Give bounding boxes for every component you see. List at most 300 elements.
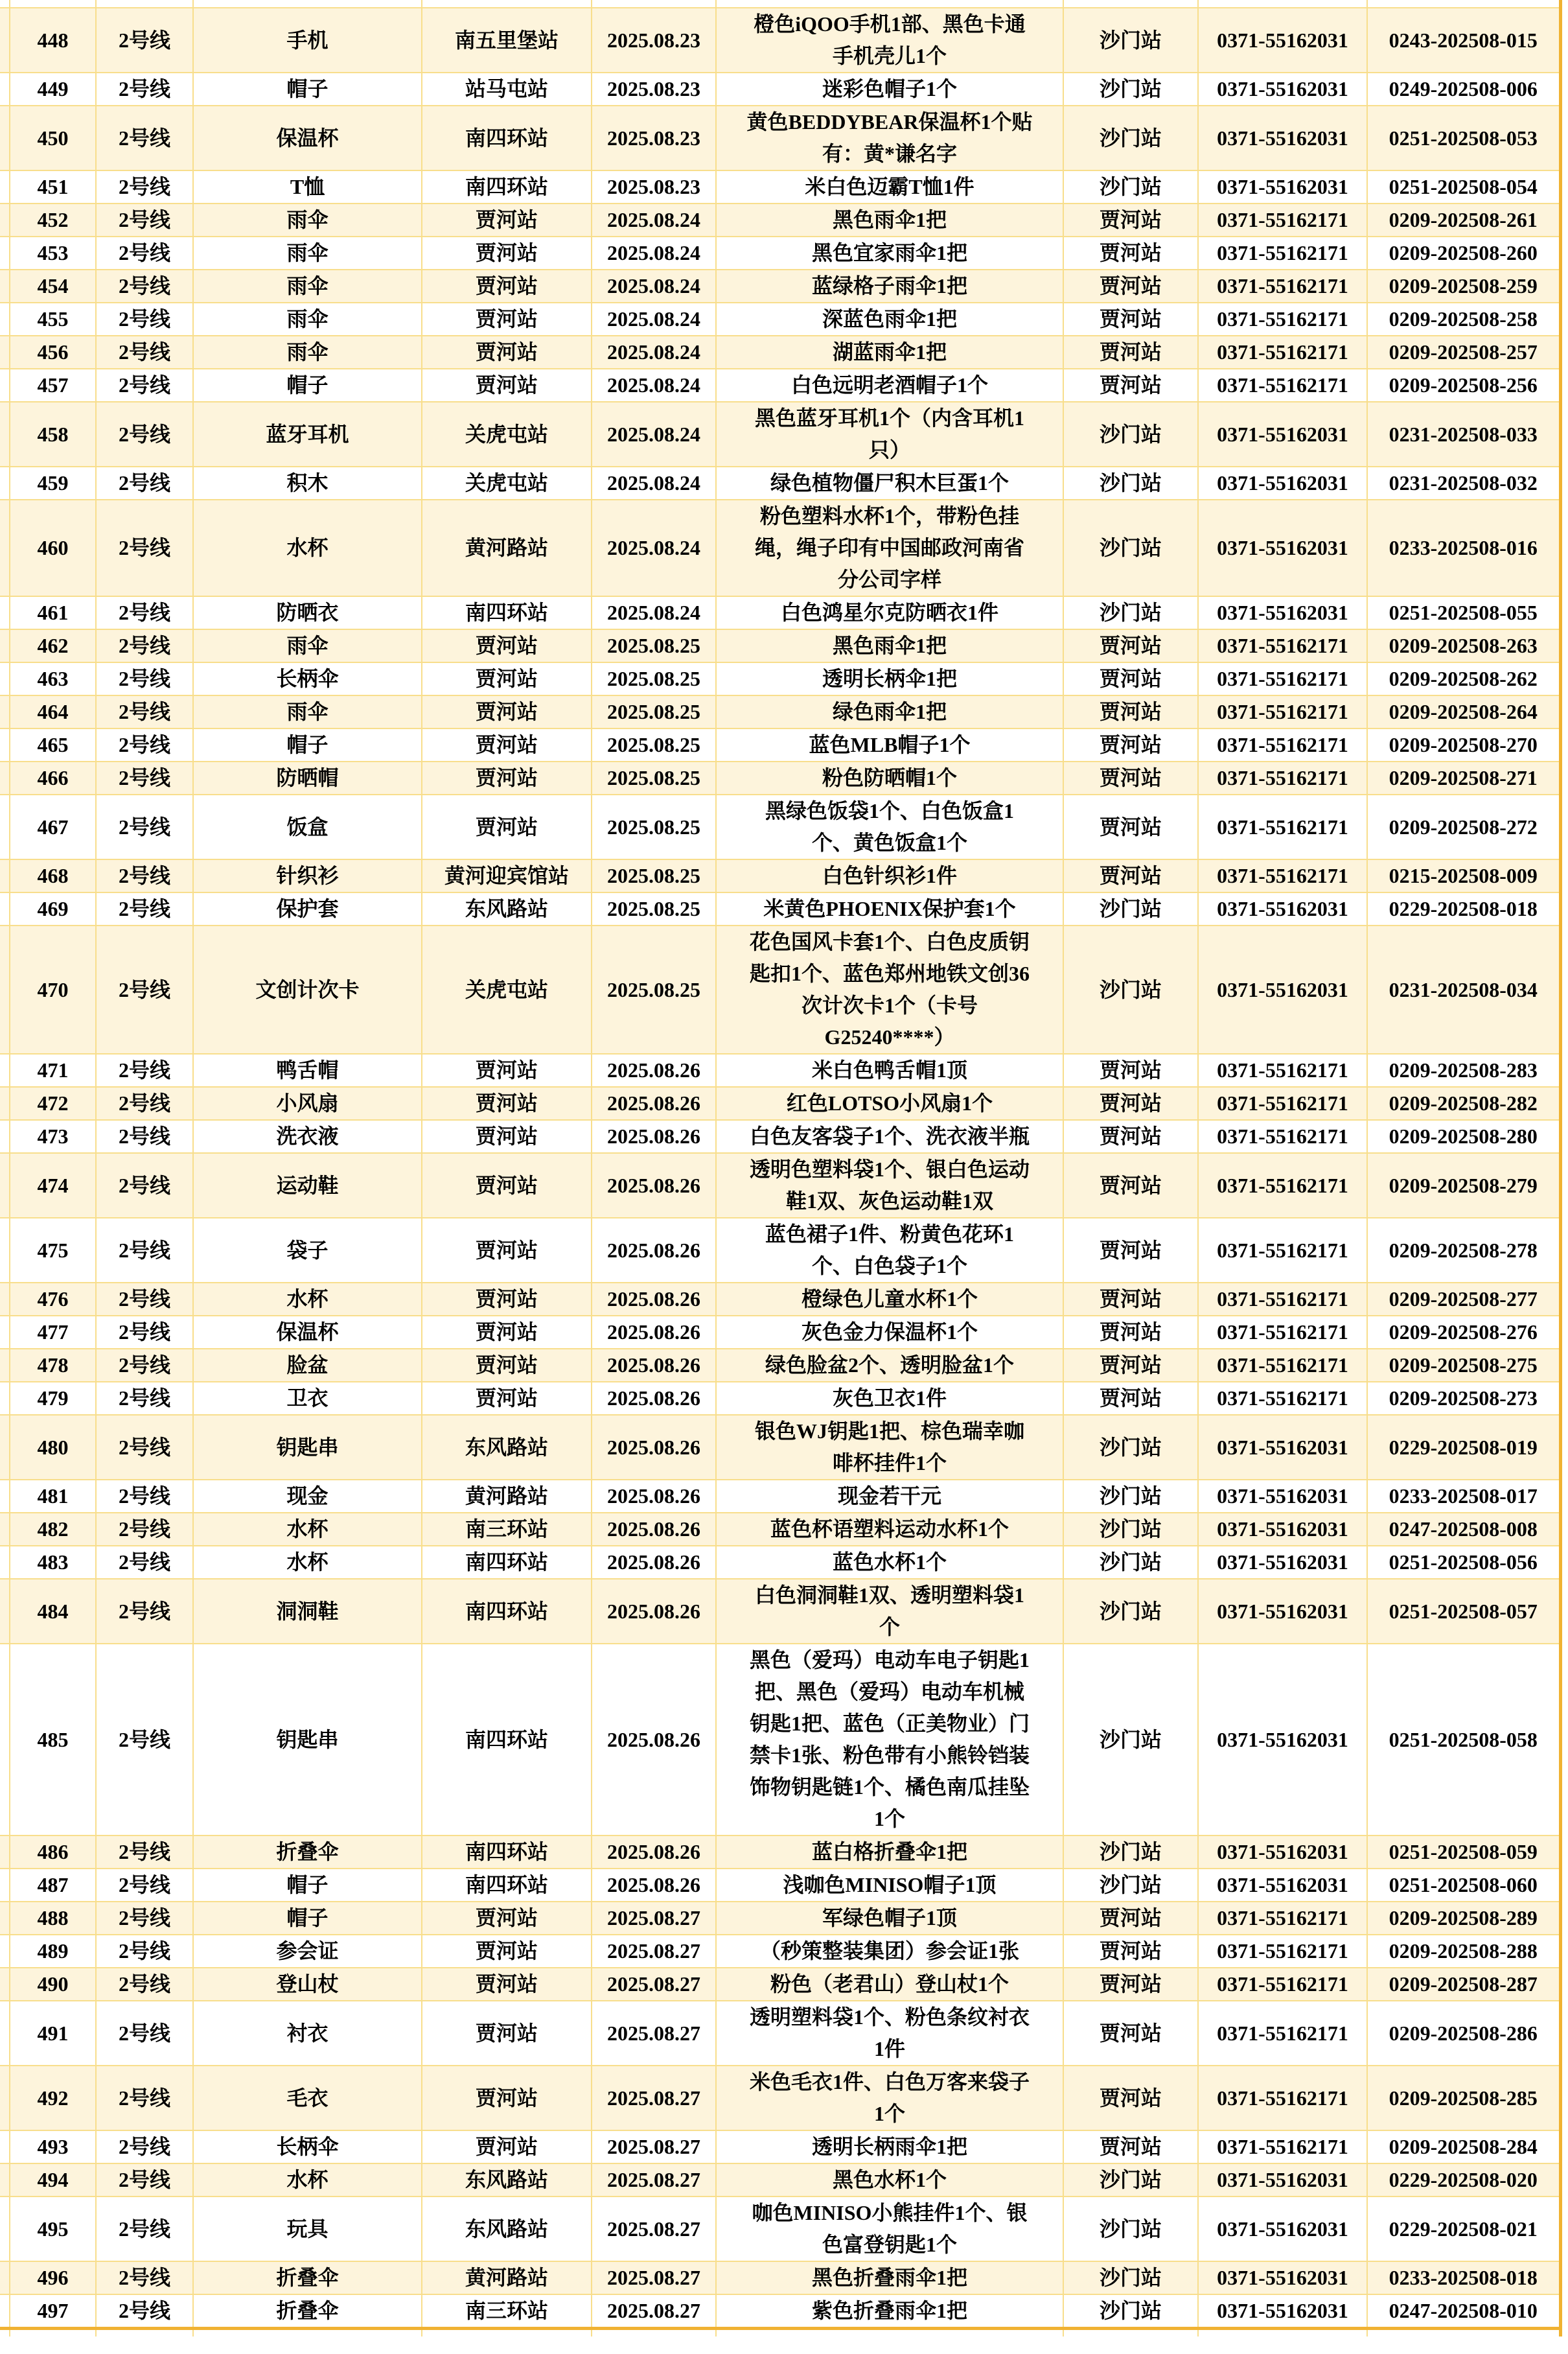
- row-left-stub: [0, 1968, 10, 2001]
- cell-claim: 贾河站: [1063, 1935, 1198, 1968]
- row-left-stub: [0, 2261, 10, 2294]
- table-row: [0, 1579, 1560, 1644]
- row-left-stub: [0, 500, 10, 596]
- cell-code: 0249-202508-006: [1367, 73, 1560, 106]
- cell-no: 474: [10, 1153, 96, 1218]
- cell-phone: 0371-55162171: [1198, 859, 1367, 892]
- cell-item: 保护套: [193, 892, 422, 926]
- cell-station: 南四环站: [422, 1644, 592, 1835]
- cell-line: 2号线: [96, 695, 193, 728]
- cell-phone: 0371-55162031: [1198, 8, 1367, 73]
- cell-station: 贾河站: [422, 695, 592, 728]
- row-left-stub: [0, 728, 10, 762]
- cell-date: 2025.08.26: [592, 1869, 716, 1902]
- cell-line: 2号线: [96, 1054, 193, 1087]
- cell-line: 2号线: [96, 1579, 193, 1644]
- row-left-stub: [0, 2001, 10, 2066]
- cell-no: 495: [10, 2197, 96, 2261]
- cell-desc: 灰色金力保温杯1个: [716, 1316, 1063, 1349]
- cell-station: 南四环站: [422, 1835, 592, 1869]
- cell-station: 贾河站: [422, 1902, 592, 1935]
- cell-date: 2025.08.24: [592, 270, 716, 303]
- cell-item: 帽子: [193, 728, 422, 762]
- cell-no: 481: [10, 1480, 96, 1513]
- cell-date: 2025.08.24: [592, 336, 716, 369]
- cell-code: 0243-202508-015: [1367, 8, 1560, 73]
- cell-phone: 0371-55162171: [1198, 336, 1367, 369]
- cell-station: 贾河站: [422, 1968, 592, 2001]
- table-row: [0, 926, 1560, 1054]
- cell-code: [1367, 2329, 1560, 2337]
- cell-date: 2025.08.25: [592, 892, 716, 926]
- cell-station: 贾河站: [422, 1382, 592, 1415]
- table-row: [0, 369, 1560, 402]
- cell-phone: 0371-55162171: [1198, 662, 1367, 695]
- cell-code: 0231-202508-033: [1367, 402, 1560, 467]
- cell-claim: 贾河站: [1063, 1349, 1198, 1382]
- cell-no: 454: [10, 270, 96, 303]
- cell-line: 2号线: [96, 369, 193, 402]
- cell-item: 钥匙串: [193, 1644, 422, 1835]
- cell-line: 2号线: [96, 1283, 193, 1316]
- cell-item: [193, 2329, 422, 2337]
- row-left-stub: [0, 1869, 10, 1902]
- cell-claim: 沙门站: [1063, 1644, 1198, 1835]
- cell-date: 2025.08.26: [592, 1382, 716, 1415]
- cell-desc: 黑色蓝牙耳机1个（内含耳机1只）: [716, 402, 1063, 467]
- cell-claim: 贾河站: [1063, 1218, 1198, 1283]
- cell-line: 2号线: [96, 402, 193, 467]
- cell-item: 折叠伞: [193, 2294, 422, 2329]
- cell-station: 贾河站: [422, 303, 592, 336]
- cell-phone: 0371-55162031: [1198, 1869, 1367, 1902]
- cell-desc: 绿色雨伞1把: [716, 695, 1063, 728]
- table-row: [0, 1153, 1560, 1218]
- cell-station: 南四环站: [422, 106, 592, 170]
- row-left-stub: [0, 336, 10, 369]
- cell-claim: 贾河站: [1063, 1283, 1198, 1316]
- cell-no: 452: [10, 204, 96, 237]
- cell-phone: 0371-55162171: [1198, 1349, 1367, 1382]
- cell-phone: 0371-55162171: [1198, 695, 1367, 728]
- cell-item: 针织衫: [193, 859, 422, 892]
- cell-desc: 粉色塑料水杯1个，带粉色挂绳，绳子印有中国邮政河南省分公司字样: [716, 500, 1063, 596]
- cell-claim: 沙门站: [1063, 1546, 1198, 1579]
- cell-claim: 沙门站: [1063, 1513, 1198, 1546]
- cell-date: 2025.08.26: [592, 1835, 716, 1869]
- cell-phone: 0371-55162031: [1198, 500, 1367, 596]
- row-left-stub: [0, 1513, 10, 1546]
- cell-code: 0209-202508-256: [1367, 369, 1560, 402]
- cell-date: 2025.08.27: [592, 2261, 716, 2294]
- cell-item: 登山杖: [193, 1968, 422, 2001]
- cell-code: [1367, 0, 1560, 8]
- cell-claim: 沙门站: [1063, 2197, 1198, 2261]
- cell-phone: 0371-55162031: [1198, 1513, 1367, 1546]
- cell-item: 洗衣液: [193, 1120, 422, 1153]
- table-row: [0, 1513, 1560, 1546]
- cell-desc: 蓝色杯语塑料运动水杯1个: [716, 1513, 1063, 1546]
- row-left-stub: [0, 795, 10, 859]
- cell-item: 参会证: [193, 1935, 422, 1968]
- cell-phone: 0371-55162031: [1198, 596, 1367, 629]
- cell-station: 南五里堡站: [422, 8, 592, 73]
- row-left-stub: [0, 662, 10, 695]
- cell-claim: 沙门站: [1063, 1415, 1198, 1480]
- row-left-stub: [0, 2130, 10, 2163]
- row-left-stub: [0, 859, 10, 892]
- cell-desc: 米黄色PHOENIX保护套1个: [716, 892, 1063, 926]
- cell-code: 0209-202508-257: [1367, 336, 1560, 369]
- cell-date: 2025.08.25: [592, 728, 716, 762]
- cell-phone: [1198, 0, 1367, 8]
- cell-code: 0209-202508-261: [1367, 204, 1560, 237]
- row-left-stub: [0, 170, 10, 204]
- cell-no: 461: [10, 596, 96, 629]
- cell-no: 469: [10, 892, 96, 926]
- cell-date: 2025.08.25: [592, 762, 716, 795]
- cell-desc: （秒策整装集团）参会证1张: [716, 1935, 1063, 1968]
- cell-station: 南四环站: [422, 1546, 592, 1579]
- cell-item: 运动鞋: [193, 1153, 422, 1218]
- cell-line: [96, 0, 193, 8]
- cell-phone: 0371-55162171: [1198, 2001, 1367, 2066]
- cell-line: 2号线: [96, 204, 193, 237]
- cell-station: 贾河站: [422, 1316, 592, 1349]
- table-row: [0, 1120, 1560, 1153]
- cell-no: [10, 0, 96, 8]
- table-row: [0, 1283, 1560, 1316]
- cell-line: 2号线: [96, 1087, 193, 1120]
- cell-no: 448: [10, 8, 96, 73]
- cell-claim: 沙门站: [1063, 892, 1198, 926]
- cell-no: 482: [10, 1513, 96, 1546]
- cell-line: 2号线: [96, 2130, 193, 2163]
- row-left-stub: [0, 0, 10, 8]
- cell-date: 2025.08.27: [592, 2130, 716, 2163]
- row-left-stub: [0, 892, 10, 926]
- cell-code: 0209-202508-262: [1367, 662, 1560, 695]
- cell-code: 0209-202508-286: [1367, 2001, 1560, 2066]
- cell-item: 雨伞: [193, 204, 422, 237]
- cell-claim: 贾河站: [1063, 1087, 1198, 1120]
- cell-line: 2号线: [96, 1513, 193, 1546]
- cell-item: 雨伞: [193, 303, 422, 336]
- cell-no: 484: [10, 1579, 96, 1644]
- cell-code: 0209-202508-279: [1367, 1153, 1560, 1218]
- cell-code: 0209-202508-270: [1367, 728, 1560, 762]
- table-row: [0, 1382, 1560, 1415]
- row-left-stub: [0, 2294, 10, 2329]
- row-left-stub: [0, 1579, 10, 1644]
- cell-desc: 蓝色MLB帽子1个: [716, 728, 1063, 762]
- cell-station: 黄河路站: [422, 500, 592, 596]
- cell-line: 2号线: [96, 73, 193, 106]
- cell-date: 2025.08.25: [592, 629, 716, 662]
- cell-no: 450: [10, 106, 96, 170]
- cell-claim: 沙门站: [1063, 170, 1198, 204]
- cell-line: 2号线: [96, 1902, 193, 1935]
- row-left-stub: [0, 1120, 10, 1153]
- table-row: [0, 1546, 1560, 1579]
- row-left-stub: [0, 1644, 10, 1835]
- table-row: [0, 500, 1560, 596]
- table-row: [0, 467, 1560, 500]
- cell-claim: 沙门站: [1063, 1579, 1198, 1644]
- cell-phone: 0371-55162171: [1198, 2066, 1367, 2130]
- cell-item: 饭盒: [193, 795, 422, 859]
- cell-line: 2号线: [96, 237, 193, 270]
- cell-station: 贾河站: [422, 1087, 592, 1120]
- cell-phone: 0371-55162171: [1198, 369, 1367, 402]
- cell-date: 2025.08.23: [592, 106, 716, 170]
- row-left-stub: [0, 2197, 10, 2261]
- cell-desc: 橙绿色儿童水杯1个: [716, 1283, 1063, 1316]
- cell-item: 文创计次卡: [193, 926, 422, 1054]
- cell-station: 贾河站: [422, 795, 592, 859]
- cell-no: 490: [10, 1968, 96, 2001]
- cell-no: 475: [10, 1218, 96, 1283]
- cell-line: 2号线: [96, 629, 193, 662]
- cell-date: 2025.08.27: [592, 2001, 716, 2066]
- cell-item: 帽子: [193, 1902, 422, 1935]
- cell-station: 贾河站: [422, 1120, 592, 1153]
- cell-desc: 湖蓝雨伞1把: [716, 336, 1063, 369]
- cell-date: 2025.08.26: [592, 1349, 716, 1382]
- row-left-stub: [0, 1382, 10, 1415]
- cell-claim: 贾河站: [1063, 237, 1198, 270]
- table-row: [0, 1054, 1560, 1087]
- cell-code: 0251-202508-060: [1367, 1869, 1560, 1902]
- cell-desc: 白色针织衫1件: [716, 859, 1063, 892]
- table-row: [0, 1087, 1560, 1120]
- cell-station: 南四环站: [422, 1869, 592, 1902]
- cell-line: 2号线: [96, 500, 193, 596]
- cell-station: 贾河站: [422, 270, 592, 303]
- table-row: [0, 859, 1560, 892]
- row-left-stub: [0, 629, 10, 662]
- cell-line: 2号线: [96, 1153, 193, 1218]
- table-row: [0, 762, 1560, 795]
- cell-no: 463: [10, 662, 96, 695]
- cell-phone: 0371-55162171: [1198, 1382, 1367, 1415]
- cell-desc: 咖色MINISO小熊挂件1个、银色富登钥匙1个: [716, 2197, 1063, 2261]
- cell-code: 0209-202508-283: [1367, 1054, 1560, 1087]
- row-left-stub: [0, 1153, 10, 1218]
- cell-desc: 蓝色裙子1件、粉黄色花环1个、白色袋子1个: [716, 1218, 1063, 1283]
- cell-line: 2号线: [96, 170, 193, 204]
- cell-phone: 0371-55162171: [1198, 1153, 1367, 1218]
- cell-item: 保温杯: [193, 106, 422, 170]
- cell-code: 0209-202508-284: [1367, 2130, 1560, 2163]
- cell-item: [193, 0, 422, 8]
- cell-no: 453: [10, 237, 96, 270]
- cell-code: 0209-202508-260: [1367, 237, 1560, 270]
- cell-date: 2025.08.26: [592, 1087, 716, 1120]
- cell-line: [96, 2329, 193, 2337]
- cell-desc: 透明塑料袋1个、粉色条纹衬衣1件: [716, 2001, 1063, 2066]
- row-left-stub: [0, 1349, 10, 1382]
- cell-no: 485: [10, 1644, 96, 1835]
- cell-line: 2号线: [96, 270, 193, 303]
- cell-claim: [1063, 0, 1198, 8]
- cell-station: 东风路站: [422, 2163, 592, 2197]
- cell-desc: 粉色（老君山）登山杖1个: [716, 1968, 1063, 2001]
- cell-desc: 米白色鸭舌帽1顶: [716, 1054, 1063, 1087]
- cell-line: 2号线: [96, 1644, 193, 1835]
- cell-station: 贾河站: [422, 1349, 592, 1382]
- cell-item: 脸盆: [193, 1349, 422, 1382]
- cell-no: 466: [10, 762, 96, 795]
- cell-claim: 贾河站: [1063, 2001, 1198, 2066]
- cell-code: 0209-202508-271: [1367, 762, 1560, 795]
- cell-item: 手机: [193, 8, 422, 73]
- cell-phone: 0371-55162031: [1198, 106, 1367, 170]
- cell-no: 451: [10, 170, 96, 204]
- cell-item: 鸭舌帽: [193, 1054, 422, 1087]
- cell-code: 0209-202508-272: [1367, 795, 1560, 859]
- cell-desc: 黑色折叠雨伞1把: [716, 2261, 1063, 2294]
- cell-phone: 0371-55162031: [1198, 1415, 1367, 1480]
- table-row: [0, 1835, 1560, 1869]
- row-left-stub: [0, 1283, 10, 1316]
- cell-desc: 花色国风卡套1个、白色皮质钥匙扣1个、蓝色郑州地铁文创36次计次卡1个（卡号G25240****）: [716, 926, 1063, 1054]
- row-left-stub: [0, 402, 10, 467]
- table-row: [0, 1968, 1560, 2001]
- table-row: [0, 695, 1560, 728]
- cell-item: 长柄伞: [193, 662, 422, 695]
- cell-station: 东风路站: [422, 1415, 592, 1480]
- table-row: [0, 402, 1560, 467]
- cell-date: 2025.08.26: [592, 1153, 716, 1218]
- cell-no: 467: [10, 795, 96, 859]
- cell-desc: 红色LOTSO小风扇1个: [716, 1087, 1063, 1120]
- cell-phone: 0371-55162171: [1198, 762, 1367, 795]
- table-row: [0, 1316, 1560, 1349]
- row-left-stub: [0, 596, 10, 629]
- cell-line: 2号线: [96, 892, 193, 926]
- cell-item: 袋子: [193, 1218, 422, 1283]
- cell-date: 2025.08.24: [592, 596, 716, 629]
- cell-desc: 透明长柄雨伞1把: [716, 2130, 1063, 2163]
- table-row: [0, 336, 1560, 369]
- cell-no: 473: [10, 1120, 96, 1153]
- cell-code: 0209-202508-273: [1367, 1382, 1560, 1415]
- cell-claim: 贾河站: [1063, 204, 1198, 237]
- table-row: [0, 2001, 1560, 2066]
- cell-claim: 贾河站: [1063, 1054, 1198, 1087]
- cell-no: 492: [10, 2066, 96, 2130]
- cell-no: 496: [10, 2261, 96, 2294]
- cell-line: 2号线: [96, 8, 193, 73]
- cell-desc: 黑色雨伞1把: [716, 204, 1063, 237]
- cell-date: 2025.08.27: [592, 1935, 716, 1968]
- cell-claim: 贾河站: [1063, 1120, 1198, 1153]
- cell-desc: 紫色折叠雨伞1把: [716, 2294, 1063, 2329]
- table-row: [0, 662, 1560, 695]
- cell-phone: 0371-55162031: [1198, 1835, 1367, 1869]
- table-row: [0, 1869, 1560, 1902]
- cell-phone: 0371-55162171: [1198, 1218, 1367, 1283]
- cell-line: 2号线: [96, 2066, 193, 2130]
- cell-desc: 现金若干元: [716, 1480, 1063, 1513]
- cell-desc: 白色鸿星尔克防晒衣1件: [716, 596, 1063, 629]
- cell-code: 0229-202508-019: [1367, 1415, 1560, 1480]
- row-left-stub: [0, 204, 10, 237]
- cell-claim: 贾河站: [1063, 728, 1198, 762]
- cell-no: 479: [10, 1382, 96, 1415]
- cell-phone: 0371-55162031: [1198, 73, 1367, 106]
- cell-station: [422, 0, 592, 8]
- cell-line: 2号线: [96, 1218, 193, 1283]
- cell-no: 477: [10, 1316, 96, 1349]
- row-left-stub: [0, 467, 10, 500]
- cell-desc: 绿色脸盆2个、透明脸盆1个: [716, 1349, 1063, 1382]
- cell-item: 水杯: [193, 1513, 422, 1546]
- cell-code: 0229-202508-021: [1367, 2197, 1560, 2261]
- row-left-stub: [0, 8, 10, 73]
- cell-date: 2025.08.23: [592, 73, 716, 106]
- table-row: [0, 73, 1560, 106]
- cell-claim: 沙门站: [1063, 2294, 1198, 2329]
- row-left-stub: [0, 1316, 10, 1349]
- cell-no: 455: [10, 303, 96, 336]
- cell-line: 2号线: [96, 1835, 193, 1869]
- cell-phone: 0371-55162031: [1198, 926, 1367, 1054]
- cell-station: 贾河站: [422, 2066, 592, 2130]
- cell-item: 积木: [193, 467, 422, 500]
- table-row: [0, 106, 1560, 170]
- row-left-stub: [0, 369, 10, 402]
- cell-no: 460: [10, 500, 96, 596]
- cell-station: 南四环站: [422, 596, 592, 629]
- cell-code: 0209-202508-288: [1367, 1935, 1560, 1968]
- cell-date: 2025.08.24: [592, 303, 716, 336]
- cell-station: 关虎屯站: [422, 926, 592, 1054]
- cell-item: 雨伞: [193, 629, 422, 662]
- cell-date: 2025.08.24: [592, 204, 716, 237]
- cell-phone: 0371-55162171: [1198, 1283, 1367, 1316]
- cell-date: 2025.08.26: [592, 1316, 716, 1349]
- cell-line: 2号线: [96, 336, 193, 369]
- cell-desc: 蓝色水杯1个: [716, 1546, 1063, 1579]
- cell-station: [422, 2329, 592, 2337]
- row-left-stub: [0, 1835, 10, 1869]
- cell-phone: 0371-55162031: [1198, 2261, 1367, 2294]
- cell-line: 2号线: [96, 2294, 193, 2329]
- cell-claim: 沙门站: [1063, 1869, 1198, 1902]
- cell-code: 0209-202508-289: [1367, 1902, 1560, 1935]
- cell-code: 0209-202508-278: [1367, 1218, 1560, 1283]
- cell-phone: 0371-55162031: [1198, 1579, 1367, 1644]
- table-row: [0, 303, 1560, 336]
- cell-code: 0251-202508-059: [1367, 1835, 1560, 1869]
- cell-no: [10, 2329, 96, 2337]
- cell-date: 2025.08.24: [592, 467, 716, 500]
- cell-code: 0233-202508-017: [1367, 1480, 1560, 1513]
- cell-item: 玩具: [193, 2197, 422, 2261]
- cell-no: 465: [10, 728, 96, 762]
- cell-no: 464: [10, 695, 96, 728]
- cell-date: 2025.08.26: [592, 1480, 716, 1513]
- cell-line: 2号线: [96, 795, 193, 859]
- cell-phone: 0371-55162031: [1198, 1546, 1367, 1579]
- cell-claim: 沙门站: [1063, 73, 1198, 106]
- cell-code: 0209-202508-287: [1367, 1968, 1560, 2001]
- cell-station: 黄河迎宾馆站: [422, 859, 592, 892]
- cell-station: 贾河站: [422, 1218, 592, 1283]
- cell-code: 0209-202508-285: [1367, 2066, 1560, 2130]
